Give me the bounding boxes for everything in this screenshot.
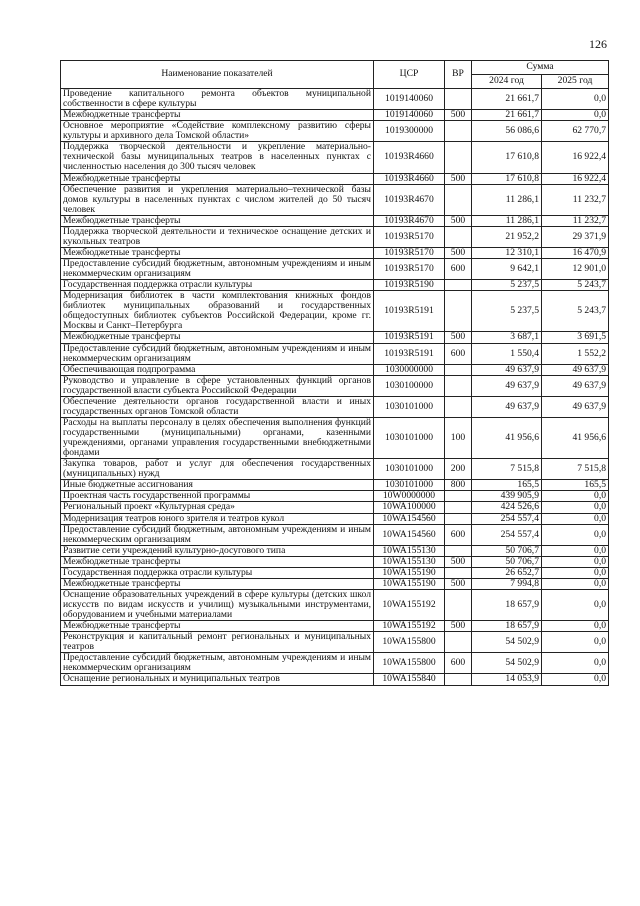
row-sum-2024: 54 502,9	[472, 653, 542, 674]
row-sum-2025: 0,0	[542, 674, 609, 685]
row-csr: 10193R5170	[374, 226, 445, 247]
table-row	[61, 173, 609, 184]
row-vr: 500	[445, 578, 472, 589]
table-row	[61, 491, 609, 502]
row-sum-2025: 16 470,9	[542, 247, 609, 258]
row-vr	[445, 89, 472, 110]
row-sum-2024: 50 706,7	[472, 556, 542, 567]
row-name: Обеспечение деятельности органов государственной власти и иных государственных органов Томской области	[61, 396, 374, 417]
row-vr: 100	[445, 417, 472, 458]
row-csr: 10WA155190	[374, 578, 445, 589]
row-sum-2024: 12 310,1	[472, 247, 542, 258]
row-sum-2024: 254 557,4	[472, 513, 542, 524]
row-name: Межбюджетные трансферты	[61, 215, 374, 226]
table-row	[61, 215, 609, 226]
table-row	[61, 184, 609, 215]
row-sum-2025: 12 901,0	[542, 259, 609, 280]
row-name: Модернизация театров юного зрителя и театров кукол	[61, 513, 374, 524]
row-vr: 500	[445, 110, 472, 121]
table-row	[61, 621, 609, 632]
row-name: Предоставление субсидий бюджетным, автономным учреждениям и иным некоммерческим организациям	[61, 524, 374, 545]
table-row	[61, 502, 609, 513]
table-row	[61, 396, 609, 417]
row-name: Государственная поддержка отрасли культуры	[61, 280, 374, 291]
row-sum-2024: 54 502,9	[472, 632, 542, 653]
row-sum-2025: 11 232,7	[542, 215, 609, 226]
table-row	[61, 556, 609, 567]
header-year-2025: 2025 год	[542, 75, 609, 89]
row-sum-2025: 0,0	[542, 524, 609, 545]
row-sum-2025: 1 552,2	[542, 343, 609, 364]
table-row	[61, 632, 609, 653]
row-vr: 500	[445, 332, 472, 343]
row-vr	[445, 396, 472, 417]
row-sum-2024: 11 286,1	[472, 184, 542, 215]
row-vr	[445, 513, 472, 524]
row-vr	[445, 632, 472, 653]
row-csr: 10WA155130	[374, 556, 445, 567]
row-sum-2025: 49 637,9	[542, 396, 609, 417]
row-sum-2025: 11 232,7	[542, 184, 609, 215]
row-csr: 1019140060	[374, 89, 445, 110]
table-row	[61, 291, 609, 332]
row-vr	[445, 375, 472, 396]
row-name: Обеспечение развития и укрепления материально–технической базы домов культуры в населенных пунктах с числом жителей до 50 тысяч человек	[61, 184, 374, 215]
row-sum-2024: 26 652,7	[472, 567, 542, 578]
row-sum-2024: 7 994,8	[472, 578, 542, 589]
row-csr: 10W0000000	[374, 491, 445, 502]
row-name: Предоставление субсидий бюджетным, автономным учреждениям и иным некоммерческим организациям	[61, 259, 374, 280]
row-sum-2025: 49 637,9	[542, 375, 609, 396]
row-csr: 1030101000	[374, 396, 445, 417]
row-vr	[445, 674, 472, 685]
table-row	[61, 674, 609, 685]
row-vr: 500	[445, 621, 472, 632]
table-row	[61, 343, 609, 364]
row-csr: 1030101000	[374, 417, 445, 458]
table-row	[61, 226, 609, 247]
row-name: Межбюджетные трансферты	[61, 578, 374, 589]
table-body	[61, 89, 609, 686]
row-name: Модернизация библиотек в части комплектования книжных фондов библиотек муниципальных образований и государственных общедоступных библиотек субъектов Российской Федерации, кроме гг. Москвы и Санкт–Петербурга	[61, 291, 374, 332]
row-vr	[445, 280, 472, 291]
row-sum-2025: 0,0	[542, 545, 609, 556]
row-name: Предоставление субсидий бюджетным, автономным учреждениям и иным некоммерческим организациям	[61, 343, 374, 364]
row-name: Развитие сети учреждений культурно-досугового типа	[61, 545, 374, 556]
row-csr: 10WA155840	[374, 674, 445, 685]
row-sum-2025: 7 515,8	[542, 459, 609, 480]
row-sum-2025: 0,0	[542, 589, 609, 620]
table-row	[61, 259, 609, 280]
row-name: Межбюджетные трансферты	[61, 247, 374, 258]
row-name: Проектная часть государственной программы	[61, 491, 374, 502]
row-sum-2024: 17 610,8	[472, 173, 542, 184]
row-name: Поддержка творческой деятельности и техническое оснащение детских и кукольных театров	[61, 226, 374, 247]
table-row	[61, 480, 609, 491]
header-sum: Сумма	[472, 61, 609, 75]
row-sum-2024: 18 657,9	[472, 621, 542, 632]
row-csr: 10193R5191	[374, 291, 445, 332]
row-csr: 10WA155192	[374, 589, 445, 620]
row-sum-2024: 5 237,5	[472, 291, 542, 332]
row-csr: 10WA155800	[374, 653, 445, 674]
row-vr: 500	[445, 173, 472, 184]
table-row	[61, 280, 609, 291]
row-sum-2025: 0,0	[542, 578, 609, 589]
row-sum-2025: 5 243,7	[542, 280, 609, 291]
row-sum-2024: 21 661,7	[472, 89, 542, 110]
row-name: Поддержка творческой деятельности и укрепление материально-технической базы муниципальных театров в населенных пунктах с численностью населения до 300 тысяч человек	[61, 142, 374, 173]
row-name: Проведение капитального ремонта объектов муниципальной собственности в сфере культуры	[61, 89, 374, 110]
row-sum-2024: 49 637,9	[472, 364, 542, 375]
row-csr: 10193R5190	[374, 280, 445, 291]
table-row	[61, 417, 609, 458]
row-csr: 10WA154560	[374, 524, 445, 545]
page-number: 126	[589, 37, 607, 51]
row-vr	[445, 589, 472, 620]
row-name: Региональный проект «Культурная среда»	[61, 502, 374, 513]
row-vr: 800	[445, 480, 472, 491]
row-vr	[445, 291, 472, 332]
row-sum-2025: 5 243,7	[542, 291, 609, 332]
table-row	[61, 567, 609, 578]
row-sum-2024: 17 610,8	[472, 142, 542, 173]
row-vr: 600	[445, 259, 472, 280]
row-vr: 600	[445, 653, 472, 674]
row-sum-2025: 16 922,4	[542, 142, 609, 173]
row-name: Реконструкция и капитальный ремонт региональных и муниципальных театров	[61, 632, 374, 653]
row-sum-2025: 0,0	[542, 89, 609, 110]
row-sum-2024: 56 086,6	[472, 121, 542, 142]
row-vr: 600	[445, 524, 472, 545]
table-row	[61, 524, 609, 545]
table-row	[61, 375, 609, 396]
row-sum-2025: 0,0	[542, 567, 609, 578]
row-vr	[445, 121, 472, 142]
row-vr	[445, 364, 472, 375]
row-sum-2025: 0,0	[542, 513, 609, 524]
row-vr: 500	[445, 556, 472, 567]
row-csr: 1030101000	[374, 480, 445, 491]
table-row	[61, 89, 609, 110]
table-row	[61, 121, 609, 142]
table-row	[61, 513, 609, 524]
row-csr: 10193R5191	[374, 343, 445, 364]
row-sum-2025: 0,0	[542, 621, 609, 632]
row-vr	[445, 142, 472, 173]
row-name: Руководство и управление в сфере установленных функций органов государственной власти субъекта Российской Федерации	[61, 375, 374, 396]
table-row	[61, 332, 609, 343]
row-sum-2024: 11 286,1	[472, 215, 542, 226]
table-header	[61, 61, 609, 89]
table-row	[61, 247, 609, 258]
row-name: Оснащение региональных и муниципальных театров	[61, 674, 374, 685]
row-name: Предоставление субсидий бюджетным, автономным учреждениям и иным некоммерческим организациям	[61, 653, 374, 674]
row-sum-2025: 165,5	[542, 480, 609, 491]
row-name: Межбюджетные трансферты	[61, 173, 374, 184]
row-vr: 500	[445, 215, 472, 226]
row-sum-2024: 49 637,9	[472, 396, 542, 417]
row-csr: 10193R4670	[374, 215, 445, 226]
table-row	[61, 545, 609, 556]
row-sum-2024: 50 706,7	[472, 545, 542, 556]
row-csr: 10193R4660	[374, 173, 445, 184]
row-sum-2025: 0,0	[542, 491, 609, 502]
row-sum-2025: 41 956,6	[542, 417, 609, 458]
row-sum-2024: 18 657,9	[472, 589, 542, 620]
table-row	[61, 589, 609, 620]
row-csr: 1019140060	[374, 110, 445, 121]
row-sum-2025: 0,0	[542, 556, 609, 567]
row-sum-2025: 29 371,9	[542, 226, 609, 247]
row-name: Обеспечивающая подпрограмма	[61, 364, 374, 375]
row-sum-2024: 49 637,9	[472, 375, 542, 396]
row-csr: 10WA100000	[374, 502, 445, 513]
row-sum-2024: 424 526,6	[472, 502, 542, 513]
row-name: Межбюджетные трансферты	[61, 332, 374, 343]
row-sum-2024: 7 515,8	[472, 459, 542, 480]
table-row	[61, 459, 609, 480]
row-csr: 10193R4660	[374, 142, 445, 173]
row-vr	[445, 491, 472, 502]
row-sum-2025: 0,0	[542, 632, 609, 653]
row-vr	[445, 184, 472, 215]
row-vr: 600	[445, 343, 472, 364]
row-sum-2025: 3 691,5	[542, 332, 609, 343]
row-csr: 10193R5170	[374, 247, 445, 258]
row-vr: 500	[445, 247, 472, 258]
row-csr: 1030000000	[374, 364, 445, 375]
row-vr: 200	[445, 459, 472, 480]
row-sum-2025: 16 922,4	[542, 173, 609, 184]
row-csr: 1019300000	[374, 121, 445, 142]
row-sum-2024: 41 956,6	[472, 417, 542, 458]
row-name: Межбюджетные трансферты	[61, 621, 374, 632]
table-row	[61, 142, 609, 173]
budget-table	[60, 60, 609, 686]
row-csr: 10WA155192	[374, 621, 445, 632]
row-csr: 10193R4670	[374, 184, 445, 215]
row-name: Межбюджетные трансферты	[61, 556, 374, 567]
row-sum-2024: 21 661,7	[472, 110, 542, 121]
row-sum-2025: 0,0	[542, 110, 609, 121]
row-sum-2024: 165,5	[472, 480, 542, 491]
row-csr: 10WA155800	[374, 632, 445, 653]
row-csr: 10193R5170	[374, 259, 445, 280]
row-sum-2025: 49 637,9	[542, 364, 609, 375]
row-sum-2024: 5 237,5	[472, 280, 542, 291]
header-csr: ЦСР	[374, 61, 445, 89]
row-sum-2024: 9 642,1	[472, 259, 542, 280]
row-name: Основное мероприятие «Содействие комплексному развитию сферы культуры и архивного дела Томской области»	[61, 121, 374, 142]
header-name: Наименование показателей	[61, 61, 374, 89]
header-year-2024: 2024 год	[472, 75, 542, 89]
row-name: Государственная поддержка отрасли культуры	[61, 567, 374, 578]
row-csr: 1030101000	[374, 459, 445, 480]
row-sum-2024: 14 053,9	[472, 674, 542, 685]
row-sum-2024: 21 952,2	[472, 226, 542, 247]
row-csr: 1030100000	[374, 375, 445, 396]
row-csr: 10WA154560	[374, 513, 445, 524]
row-csr: 10193R5191	[374, 332, 445, 343]
table-row	[61, 110, 609, 121]
row-sum-2025: 62 770,7	[542, 121, 609, 142]
table-row	[61, 653, 609, 674]
row-csr: 10WA155130	[374, 545, 445, 556]
row-name: Оснащение образовательных учреждений в сфере культуры (детских школ искусств по видам искусств и училищ) музыкальными инструментами, оборудованием и учебными материалами	[61, 589, 374, 620]
header-vr: ВР	[445, 61, 472, 89]
row-vr	[445, 567, 472, 578]
row-vr	[445, 226, 472, 247]
row-sum-2024: 1 550,4	[472, 343, 542, 364]
table-row	[61, 578, 609, 589]
row-name: Межбюджетные трансферты	[61, 110, 374, 121]
table-row	[61, 364, 609, 375]
row-sum-2024: 3 687,1	[472, 332, 542, 343]
row-name: Иные бюджетные ассигнования	[61, 480, 374, 491]
row-sum-2025: 0,0	[542, 653, 609, 674]
row-sum-2024: 439 905,9	[472, 491, 542, 502]
row-vr	[445, 545, 472, 556]
row-name: Закупка товаров, работ и услуг для обеспечения государственных (муниципальных) нужд	[61, 459, 374, 480]
row-name: Расходы на выплаты персоналу в целях обеспечения выполнения функций государственными (муниципальными) органами, казенными учреждениями, органами управления государственными внебюджетными фондами	[61, 417, 374, 458]
row-sum-2025: 0,0	[542, 502, 609, 513]
row-csr: 10WA155190	[374, 567, 445, 578]
row-vr	[445, 502, 472, 513]
row-sum-2024: 254 557,4	[472, 524, 542, 545]
